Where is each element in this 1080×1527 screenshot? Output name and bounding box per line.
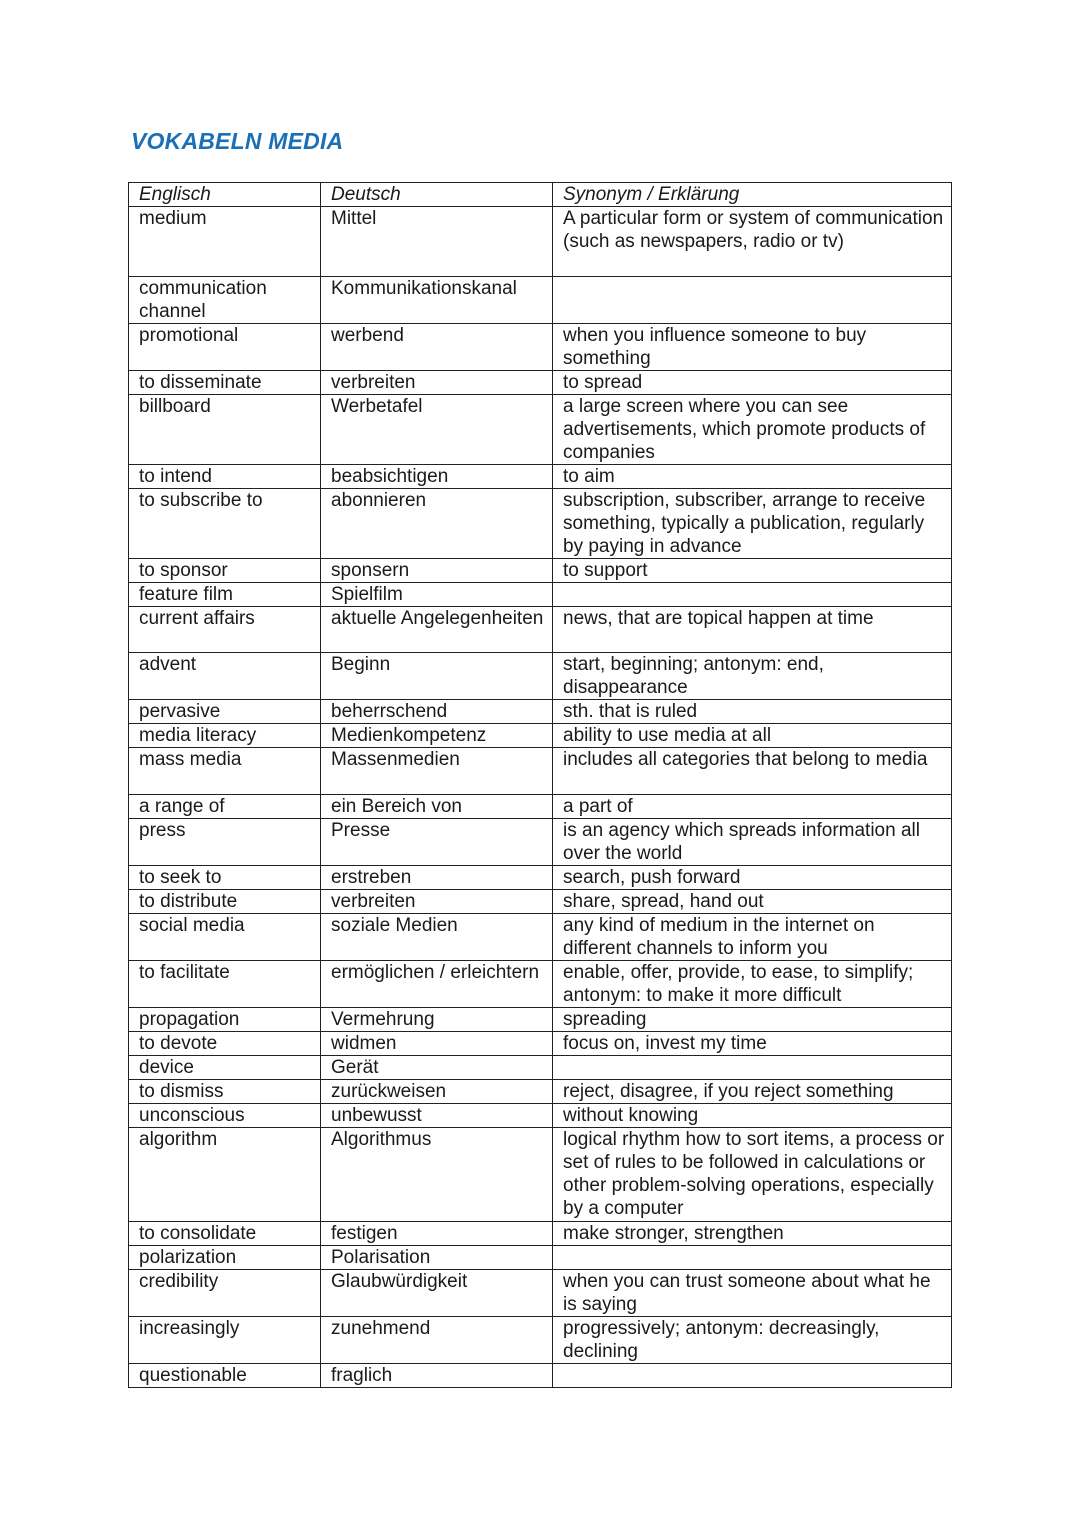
cell-german: beherrschend <box>321 700 553 724</box>
cell-german: erstreben <box>321 866 553 890</box>
cell-synonym: sth. that is ruled <box>553 700 952 724</box>
table-row <box>129 371 952 395</box>
cell-synonym: includes all categories that belong to media <box>553 748 952 795</box>
table-row <box>129 1008 952 1032</box>
cell-synonym: spreading <box>553 1008 952 1032</box>
cell-synonym: to support <box>553 559 952 583</box>
cell-synonym: a part of <box>553 795 952 819</box>
cell-german: verbreiten <box>321 890 553 914</box>
cell-english: advent <box>129 653 321 700</box>
cell-synonym: make stronger, strengthen <box>553 1222 952 1246</box>
cell-synonym: logical rhythm how to sort items, a process or set of rules to be followed in calculations or other problem-solving operations, especially by a computer <box>553 1128 952 1222</box>
cell-english: to consolidate <box>129 1222 321 1246</box>
cell-english: propagation <box>129 1008 321 1032</box>
cell-english: polarization <box>129 1246 321 1270</box>
cell-german: Gerät <box>321 1056 553 1080</box>
cell-synonym: to aim <box>553 465 952 489</box>
cell-german: zurückweisen <box>321 1080 553 1104</box>
table-row <box>129 1222 952 1246</box>
cell-synonym <box>553 1056 952 1080</box>
column-header-synonym: Synonym / Erklärung <box>553 183 952 207</box>
page-title: VOKABELN MEDIA <box>131 128 344 154</box>
cell-german: zunehmend <box>321 1317 553 1364</box>
cell-german: Spielfilm <box>321 583 553 607</box>
table-row <box>129 890 952 914</box>
cell-german: Glaubwürdigkeit <box>321 1270 553 1317</box>
cell-german: verbreiten <box>321 371 553 395</box>
cell-german: ein Bereich von <box>321 795 553 819</box>
cell-german: aktuelle Angelegenheiten <box>321 607 553 653</box>
table-row <box>129 1032 952 1056</box>
table-row <box>129 1128 952 1222</box>
vocabulary-table <box>128 182 952 1388</box>
cell-english: increasingly <box>129 1317 321 1364</box>
cell-german: Vermehrung <box>321 1008 553 1032</box>
table-row <box>129 866 952 890</box>
cell-german: beabsichtigen <box>321 465 553 489</box>
cell-english: communication channel <box>129 277 321 324</box>
cell-english: algorithm <box>129 1128 321 1222</box>
cell-synonym: ability to use media at all <box>553 724 952 748</box>
table-row <box>129 1317 952 1364</box>
cell-synonym: progressively; antonym: decreasingly, declining <box>553 1317 952 1364</box>
cell-synonym: any kind of medium in the internet on different channels to inform you <box>553 914 952 961</box>
cell-synonym: focus on, invest my time <box>553 1032 952 1056</box>
cell-german: festigen <box>321 1222 553 1246</box>
cell-german: soziale Medien <box>321 914 553 961</box>
cell-synonym: share, spread, hand out <box>553 890 952 914</box>
cell-synonym: A particular form or system of communication (such as newspapers, radio or tv) <box>553 207 952 277</box>
table-row <box>129 1104 952 1128</box>
cell-synonym: without knowing <box>553 1104 952 1128</box>
cell-synonym <box>553 583 952 607</box>
cell-synonym: start, beginning; antonym: end, disappearance <box>553 653 952 700</box>
cell-synonym: a large screen where you can see advertisements, which promote products of companies <box>553 395 952 465</box>
cell-synonym: news, that are topical happen at time <box>553 607 952 653</box>
column-header-english: Englisch <box>129 183 321 207</box>
cell-english: press <box>129 819 321 866</box>
cell-german: Kommunikationskanal <box>321 277 553 324</box>
table-row <box>129 1246 952 1270</box>
cell-german: werbend <box>321 324 553 371</box>
cell-german: Algorithmus <box>321 1128 553 1222</box>
cell-german: Polarisation <box>321 1246 553 1270</box>
cell-english: feature film <box>129 583 321 607</box>
cell-german: sponsern <box>321 559 553 583</box>
table-row <box>129 653 952 700</box>
table-row <box>129 961 952 1008</box>
vocabulary-table-body <box>129 207 952 1388</box>
table-row <box>129 1080 952 1104</box>
cell-english: to subscribe to <box>129 489 321 559</box>
cell-german: Mittel <box>321 207 553 277</box>
cell-english: to disseminate <box>129 371 321 395</box>
cell-synonym: when you can trust someone about what he is saying <box>553 1270 952 1317</box>
cell-synonym: reject, disagree, if you reject something <box>553 1080 952 1104</box>
cell-synonym <box>553 1246 952 1270</box>
cell-german: Presse <box>321 819 553 866</box>
table-row <box>129 489 952 559</box>
table-row <box>129 724 952 748</box>
cell-german: fraglich <box>321 1364 553 1388</box>
table-row <box>129 1364 952 1388</box>
cell-english: device <box>129 1056 321 1080</box>
table-row <box>129 207 952 277</box>
cell-english: medium <box>129 207 321 277</box>
cell-english: a range of <box>129 795 321 819</box>
cell-english: to distribute <box>129 890 321 914</box>
table-row <box>129 748 952 795</box>
cell-german: Werbetafel <box>321 395 553 465</box>
table-row <box>129 700 952 724</box>
cell-english: pervasive <box>129 700 321 724</box>
cell-english: unconscious <box>129 1104 321 1128</box>
cell-english: questionable <box>129 1364 321 1388</box>
cell-english: to seek to <box>129 866 321 890</box>
cell-english: current affairs <box>129 607 321 653</box>
cell-german: Massenmedien <box>321 748 553 795</box>
table-row <box>129 819 952 866</box>
cell-english: mass media <box>129 748 321 795</box>
cell-german: abonnieren <box>321 489 553 559</box>
cell-synonym: to spread <box>553 371 952 395</box>
cell-synonym: enable, offer, provide, to ease, to simplify; antonym: to make it more difficult <box>553 961 952 1008</box>
table-row <box>129 914 952 961</box>
table-row <box>129 277 952 324</box>
column-header-german: Deutsch <box>321 183 553 207</box>
cell-synonym <box>553 277 952 324</box>
table-row <box>129 583 952 607</box>
cell-synonym: is an agency which spreads information all over the world <box>553 819 952 866</box>
table-row <box>129 465 952 489</box>
cell-german: Medienkompetenz <box>321 724 553 748</box>
cell-synonym: subscription, subscriber, arrange to receive something, typically a publication, regularly by paying in advance <box>553 489 952 559</box>
cell-english: social media <box>129 914 321 961</box>
cell-synonym: search, push forward <box>553 866 952 890</box>
cell-german: ermöglichen / erleichtern <box>321 961 553 1008</box>
table-row <box>129 395 952 465</box>
table-row <box>129 607 952 653</box>
table-row <box>129 559 952 583</box>
table-header-row <box>129 183 952 207</box>
cell-english: media literacy <box>129 724 321 748</box>
cell-english: promotional <box>129 324 321 371</box>
cell-english: billboard <box>129 395 321 465</box>
cell-synonym <box>553 1364 952 1388</box>
cell-synonym: when you influence someone to buy something <box>553 324 952 371</box>
cell-german: widmen <box>321 1032 553 1056</box>
table-row <box>129 1056 952 1080</box>
cell-english: to intend <box>129 465 321 489</box>
cell-english: to devote <box>129 1032 321 1056</box>
table-row <box>129 1270 952 1317</box>
table-row <box>129 324 952 371</box>
table-row <box>129 795 952 819</box>
cell-english: to sponsor <box>129 559 321 583</box>
cell-english: to facilitate <box>129 961 321 1008</box>
cell-german: unbewusst <box>321 1104 553 1128</box>
cell-english: to dismiss <box>129 1080 321 1104</box>
cell-german: Beginn <box>321 653 553 700</box>
cell-english: credibility <box>129 1270 321 1317</box>
